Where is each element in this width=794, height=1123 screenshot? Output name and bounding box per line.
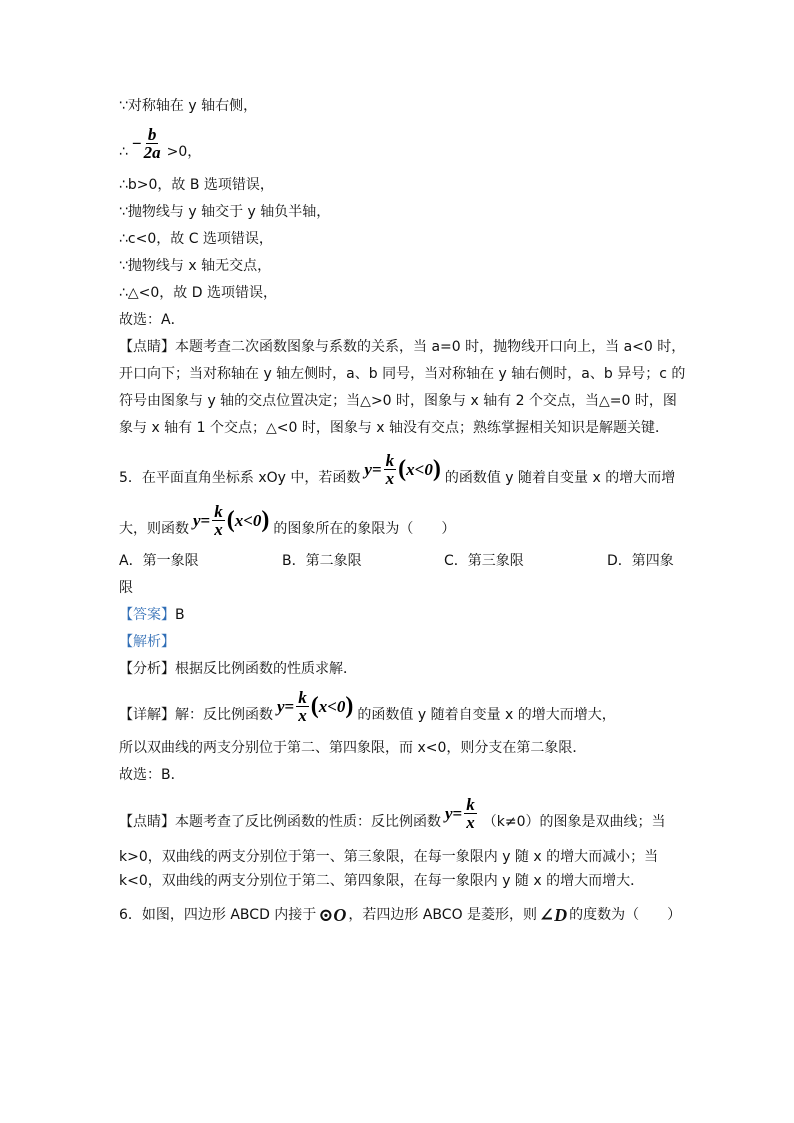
formula-y-k-over-x: y = $\frac{k}{x}$ ( x<0 )	[277, 688, 354, 725]
text-line	[119, 689, 616, 724]
tip-tag: 【点睛】	[119, 814, 175, 830]
tip-text: （k≠0）的图象是双曲线；当	[482, 814, 666, 830]
minus: −	[131, 134, 142, 153]
tip-tag: 【点睛】	[119, 339, 175, 355]
text-line: ∴c<0，故 C 选项错误，	[119, 231, 273, 247]
text-line: 符号由图象与 y 轴的交点位置决定；当△>0 时，图象与 x 轴有 2 个交点，当△=0 时，图	[119, 393, 677, 409]
question-text: 大，则函数	[119, 521, 189, 537]
answer-tag: 【答案】	[119, 607, 175, 623]
text-line: k>0，双曲线的两支分别位于第一、第三象限，在每一象限内 y 随 x 的增大而减小；当	[119, 849, 659, 865]
options-row	[119, 552, 679, 570]
text-line: ∵对称轴在 y 轴右侧，	[119, 98, 258, 114]
tip-text: 本题考查了反比例函数的性质：反比例函数	[175, 814, 441, 830]
text-line: 象与 x 轴有 1 个交点；△<0 时，图象与 x 轴没有交点；熟练掌握相关知识是解题关键．	[119, 420, 670, 436]
text-line: ∴△<0，故 D 选项错误，	[119, 285, 277, 301]
text-line: ∴b>0，故 B 选项错误，	[119, 177, 274, 193]
circle-o-symbol: ⊙O	[318, 905, 347, 925]
inequality-text: >0，	[166, 144, 202, 160]
detail-text: 解：反比例函数	[175, 707, 273, 723]
option-b[interactable]: B．第二象限	[282, 553, 362, 569]
detail-text: 的函数值 y 随着自变量 x 的增大而增大，	[357, 707, 616, 723]
formula-neg-b-over-2a	[132, 126, 163, 161]
question-text: 5．在平面直角坐标系 xOy 中，若函数	[119, 470, 361, 486]
question-5-line	[119, 452, 675, 487]
question-text: 的图象所在的象限为（ ）	[273, 521, 456, 537]
option-a[interactable]: A．第一象限	[119, 553, 199, 569]
tip-text: 本题考查二次函数图象与系数的关系，当 a=0 时，抛物线开口向上，当 a<0 时，	[175, 339, 686, 355]
detail-tag: 【详解】	[119, 707, 175, 723]
angle-d-symbol: ∠D	[539, 905, 568, 925]
therefore-symbol: ∴	[119, 144, 128, 160]
question-text: 的函数值 y 随着自变量 x 的增大而增	[444, 470, 676, 486]
formula-y-k-over-x: y = $\frac{k}{x}$	[445, 795, 475, 832]
numerator: b	[147, 125, 157, 144]
answer-value: B	[175, 607, 185, 623]
text-line	[119, 796, 665, 831]
text-line: 【分析】根据反比例函数的性质求解．	[119, 661, 357, 677]
option-c[interactable]: C．第三象限	[444, 553, 524, 569]
text-line: 限	[119, 580, 133, 596]
question-5-line	[119, 503, 455, 538]
option-d[interactable]: D．第四象	[607, 553, 674, 569]
text-line: 故选：A．	[119, 312, 185, 328]
denominator: 2a	[143, 143, 161, 162]
analysis-tag: 【解析】	[119, 634, 175, 650]
formula-y-k-over-x: y = $\frac{k}{x}$ ( x<0 )	[193, 502, 270, 539]
text-line	[119, 126, 201, 161]
question-6-line: 6．如图，四边形 ABCD 内接于 ⊙O ，若四边形 ABCO 是菱形，则 ∠D 的度数为（ ）	[119, 905, 682, 925]
text-line: ∵抛物线与 x 轴无交点，	[119, 258, 272, 274]
text-line	[119, 338, 685, 356]
answer-line	[119, 606, 185, 624]
text-line: k<0，双曲线的两支分别位于第二、第四象限，在每一象限内 y 随 x 的增大而增大．	[119, 873, 645, 889]
text-line: 开口向下；当对称轴在 y 轴左侧时，a、b 同号，当对称轴在 y 轴右侧时，a、b 异号；c 的	[119, 366, 686, 382]
text-line: ∵抛物线与 y 轴交于 y 轴负半轴，	[119, 204, 331, 220]
formula-y-k-over-x: y = $\frac{k}{x}$ ( x<0 )	[364, 451, 441, 488]
text-line: 所以双曲线的两支分别位于第二、第四象限，而 x<0，则分支在第二象限．	[119, 740, 587, 756]
text-line: 故选：B．	[119, 767, 185, 783]
